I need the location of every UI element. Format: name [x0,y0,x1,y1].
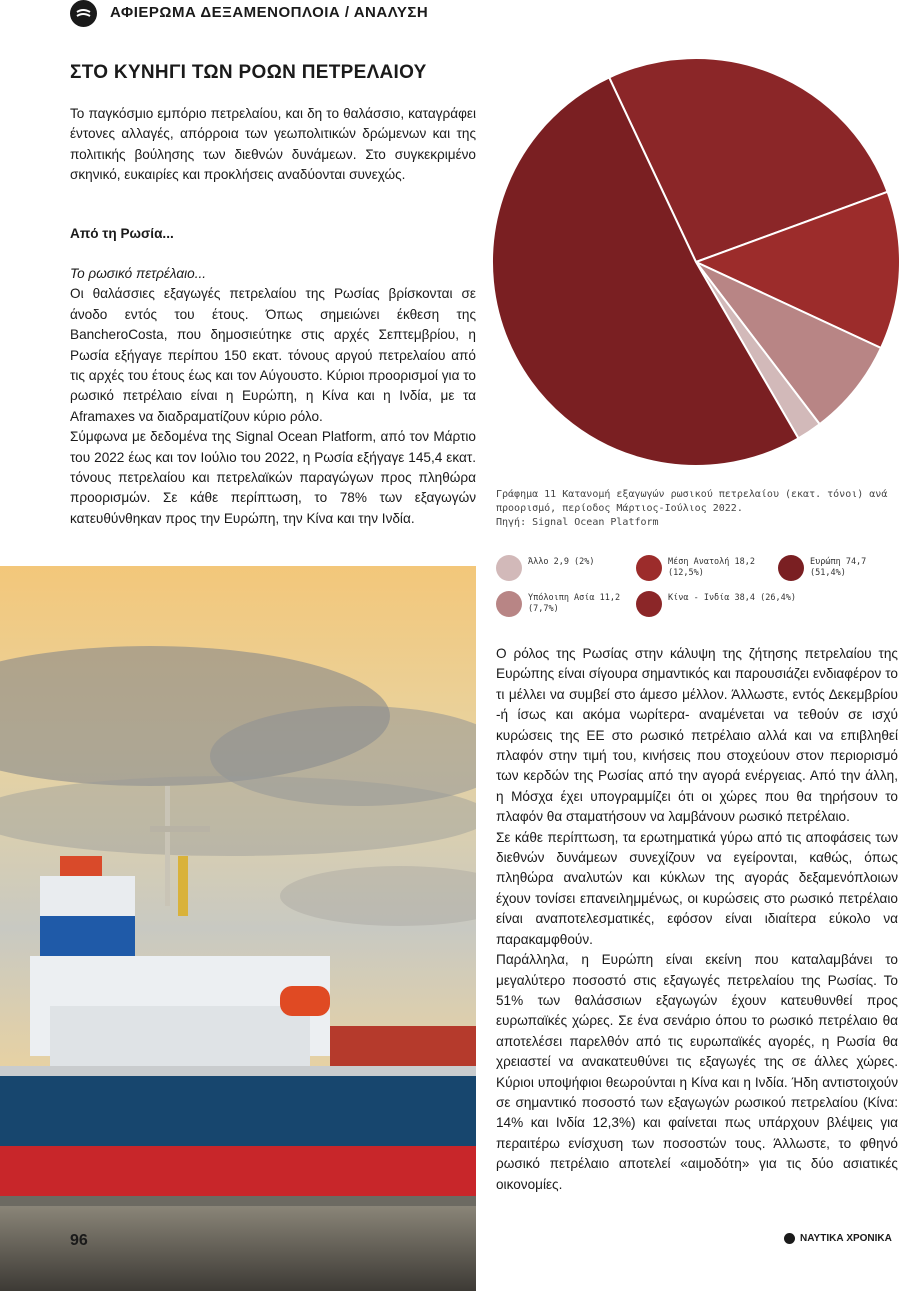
pie-chart-svg [492,58,900,466]
section-header: ΑΦΙΕΡΩΜΑ ΔΕΞΑΜΕΝΟΠΛΟΙΑ / ΑΝΑΛΥΣΗ [110,4,429,21]
legend-swatch [778,555,804,581]
legend-swatch [496,591,522,617]
italic-lead: Το ρωσικό πετρέλαιο... [70,266,207,281]
legend-item-rest-of-asia [496,591,628,617]
tanker-ship-photo [0,566,476,1291]
brand-name: ΝΑΥΤΙΚΑ ΧΡΟΝΙΚΑ [800,1233,892,1244]
paragraph-2: Σύμφωνα με δεδομένα της Signal Ocean Platform, από τον Μάρτιο του 2022 έως και τον Ιούλιο του 2022, η Ρωσία εξήγαγε 145,4 εκατ. τόνους πετρελαίου και πετρελαϊκών παραγώγων προς πληθώρα προορισμών. Σε κάθε περίπτωση, το 78% των εξαγωγών κατευθύνθηκαν προς την Ευρώπη, την Κίνα και την Ινδία. [70,429,476,526]
legend-item-middle-east [636,555,768,581]
right-column [496,644,898,1195]
legend-label: Κίνα - Ινδία 38,4 (26,4%) [668,593,796,603]
brand-logo-icon [784,1233,795,1244]
legend-swatch [636,591,662,617]
legend-item-europe [778,555,904,581]
legend-swatch [636,555,662,581]
legend-label: Μέση Ανατολή 18,2 (12,5%) [668,557,755,578]
paragraph-4: Σε κάθε περίπτωση, τα ερωτηματικά γύρω από τις αποφάσεις των διεθνών δυνάμεων συνεχίζουν να εγείρονται, καθώς, όπως πληθώρα αναλυτών και κύκλων της αγοράς δεξαμενόπλοιων έχουν τονίσει επανειλημμένως, οι κυρώσεις στο ρωσικό πετρέλαιο είναι αναποτελεσματικές, εφόσον είναι ιδιαίτερα εύκολο να παρακαμφθούν. [496,829,898,947]
paragraph-5: Παράλληλα, η Ευρώπη είναι εκείνη που καταλαμβάνει το μεγαλύτερο ποσοστό στις εξαγωγές πετρελαίου της Ρωσίας. Το 51% των θαλάσσιων εξαγωγών έχουν κατευθυνθεί προς ευρωπαϊκές χώρες. Σε ένα σενάριο όπου το ρωσικό πετρέλαιο θα αποτελέσει παρελθόν από τις ευρωπαϊκές αγορές, η Ρωσία θα χρειαστεί να ανακατευθύνει τις εξαγωγές της σε άλλες χώρες. Κύριοι υποψήφιοι θεωρούνται η Κίνα και η Ινδία. Ήδη αντιστοιχούν σε σημαντικό ποσοστό των εξαγωγών ρωσικού πετρελαίου (Κίνα: 14% και Ινδία 12,3%) και φαίνεται πως υπάρχουν βλέψεις για περαιτέρω ενίσχυση των ποσοστών τους. Άλλωστε, το φθηνό ρωσικό πετρέλαιο αποτελεί «αιμοδότη» για τις δύο ασιατικές οικονομίες. [496,952,898,1192]
legend-swatch [496,555,522,581]
paragraph-1: Οι θαλάσσιες εξαγωγές πετρελαίου της Ρωσίας βρίσκονται σε άνοδο εντός του έτους. Όπως σημειώνει έκθεση της BancheroCosta, που δημοσιεύτηκε στις αρχές Σεπτεμβρίου, η Ρωσία εξήγαγε περίπου 150 εκατ. τόνους αργού πετρελαίου από τις αρχές του έτους έως και τον Αύγουστο. Κύριοι προορισμοί για το ρωσικό πετρέλαιο είναι η Ευρώπη, η Κίνα και η Ινδία, με τα Aframaxes να διαδραματίζουν κύριο ρόλο. [70,286,476,424]
article-intro: Το παγκόσμιο εμπόριο πετρελαίου, και δη το θαλάσσιο, καταγράφει έντονες αλλαγές, απόρροια των γεωπολιτικών δρώμενων και της πολιτικής βούλησης των διεθνών δυνάμεων. Στο συγκεκριμένο σκηνικό, ευκαιρίες και προκλήσεις αναδύονται συνεχώς. [70,106,476,183]
wave-logo-icon [70,0,97,27]
legend-label: Άλλο 2,9 (2%) [528,557,595,567]
paragraph-3: Ο ρόλος της Ρωσίας στην κάλυψη της ζήτησης πετρελαίου της Ευρώπης είναι σίγουρα σημαντικός και παρουσιάζει ενδιαφέρον το τι μέλλει να συμβεί στο άμεσο μέλλον. Άλλωστε, εντός Δεκεμβρίου -ή ίσως και ακόμα νωρίτερα- αναμένεται να τεθούν σε ισχύ κυρώσεις της ΕΕ στο ρωσικό πετρέλαιο αλλά και να επιβληθεί πλαφόν στην τιμή του, κινήσεις που στοχεύουν στον περιορισμό των κερδών της Ρωσίας από την αγορά ενέργειας. Από την άλλη, η Μόσχα έχει υπογραμμίζει ότι οι χώρες που θα τηρήσουν το πλαφόν θα σταματήσουν να λαμβάνουν ρωσικό πετρέλαιο. [496,646,898,825]
legend-item-other [496,555,628,581]
chart-title: Γράφημα 11 Κατανομή εξαγωγών ρωσικού πετρελαίου (εκατ. τόνοι) ανά προορισμό, περίοδος Μάρτιος-Ιούλιος 2022. [496,489,888,514]
legend-label: Υπόλοιπη Ασία 11,2 (7,7%) [528,593,621,614]
article-title: ΣΤΟ ΚΥΝΗΓΙ ΤΩΝ ΡΟΩΝ ΠΕΤΡΕΛΑΙΟΥ [70,62,427,83]
footer-brand [784,1233,892,1244]
pie-chart [492,58,900,466]
legend-label: Ευρώπη 74,7 (51,4%) [810,557,867,578]
chart-caption [496,488,896,530]
page-number: 96 [70,1232,88,1249]
subheading: Από τη Ρωσία... [70,226,174,241]
legend-item-china-india [636,591,808,617]
chart-source: Πηγή: Signal Ocean Platform [496,517,659,528]
russia-section [70,264,476,529]
